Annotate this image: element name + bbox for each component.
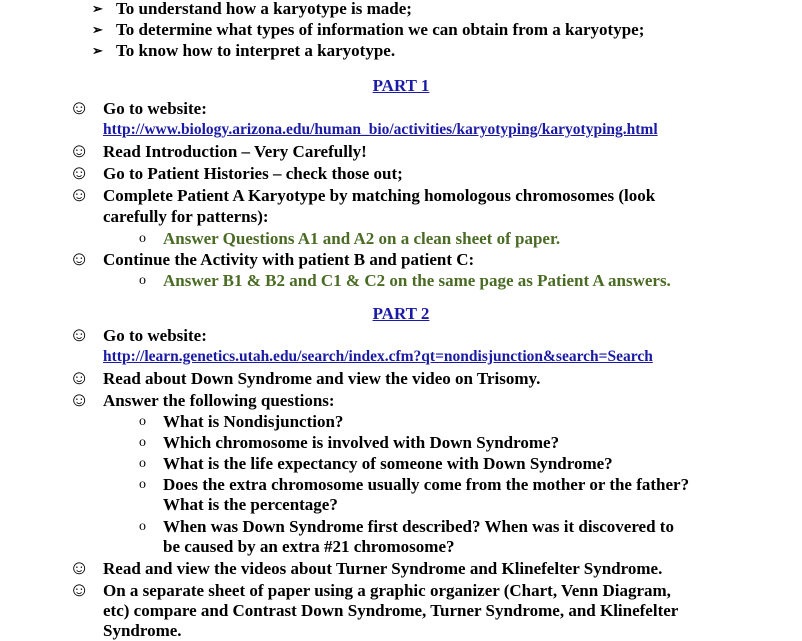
smiley-icon: ☺ [69,140,90,162]
arrow-bullet-icon: ➢ [92,22,103,37]
smiley-icon: ☺ [69,389,90,411]
part2-item-down-syndrome: Read about Down Syndrome and view the video on Trisomy. [103,369,541,388]
circle-bullet-icon: o [139,231,146,246]
part2-item-graphic-organizer-cont: etc) compare and Contrast Down Syndrome, Turner Syndrome, and Klinefelter [103,601,679,620]
smiley-icon: ☺ [69,557,90,579]
objective-2: To determine what types of information we can obtain from a karyotype; [116,20,645,39]
objective-1: To understand how a karyotype is made; [116,0,412,18]
smiley-icon: ☺ [69,162,90,184]
page-bottom-clip [0,618,791,640]
question-nondisjunction: What is Nondisjunction? [163,412,344,431]
circle-bullet-icon: o [139,273,146,288]
smiley-icon: ☺ [69,579,90,601]
circle-bullet-icon: o [139,519,146,534]
circle-bullet-icon: o [139,456,146,471]
part1-item-website: Go to website: [103,99,207,118]
part1-sub-answer-bc: Answer B1 & B2 and C1 & C2 on the same page as Patient A answers. [163,271,671,290]
part2-heading: PART 2 [372,304,430,323]
question-life-expectancy: What is the life expectancy of someone with Down Syndrome? [163,454,613,473]
part1-item-introduction: Read Introduction – Very Carefully! [103,142,367,161]
question-extra-chromosome: Does the extra chromosome usually come from the mother or the father? [163,475,690,494]
question-chromosome: Which chromosome is involved with Down Syndrome? [163,433,560,452]
part2-item-graphic-organizer: On a separate sheet of paper using a graphic organizer (Chart, Venn Diagram, [103,581,671,600]
circle-bullet-icon: o [139,435,146,450]
part1-item-karyotype-a: Complete Patient A Karyotype by matching homologous chromosomes (look [103,186,656,205]
part1-item-histories: Go to Patient Histories – check those out; [103,164,403,183]
arrow-bullet-icon: ➢ [92,43,103,58]
question-first-described-cont: be caused by an extra #21 chromosome? [163,537,455,556]
smiley-icon: ☺ [69,184,90,206]
smiley-icon: ☺ [69,367,90,389]
part2-website-link[interactable]: http://learn.genetics.utah.edu/search/index.cfm?qt=nondisjunction&search=Search [103,348,653,365]
circle-bullet-icon: o [139,414,146,429]
question-extra-chromosome-cont: What is the percentage? [163,495,338,514]
smiley-icon: ☺ [69,248,90,270]
part2-item-questions: Answer the following questions: [103,391,335,410]
part2-item-turner-klinefelter: Read and view the videos about Turner Syndrome and Klinefelter Syndrome. [103,559,663,578]
question-first-described: When was Down Syndrome first described? When was it discovered to [163,517,674,536]
smiley-icon: ☺ [69,324,90,346]
part1-website-link[interactable]: http://www.biology.arizona.edu/human_bio/activities/karyotyping/karyotyping.html [103,121,658,138]
part2-item-graphic-organizer-end: Syndrome. [103,621,182,640]
part1-item-karyotype-a-cont: carefully for patterns): [103,207,269,226]
part1-heading: PART 1 [372,76,430,95]
smiley-icon: ☺ [69,97,90,119]
objective-3: To know how to interpret a karyotype. [116,41,396,60]
part2-item-website: Go to website: [103,326,207,345]
part1-item-continue: Continue the Activity with patient B and patient C: [103,250,475,269]
arrow-bullet-icon: ➢ [92,1,103,16]
circle-bullet-icon: o [139,477,146,492]
part1-sub-answer-a: Answer Questions A1 and A2 on a clean sheet of paper. [163,229,561,248]
